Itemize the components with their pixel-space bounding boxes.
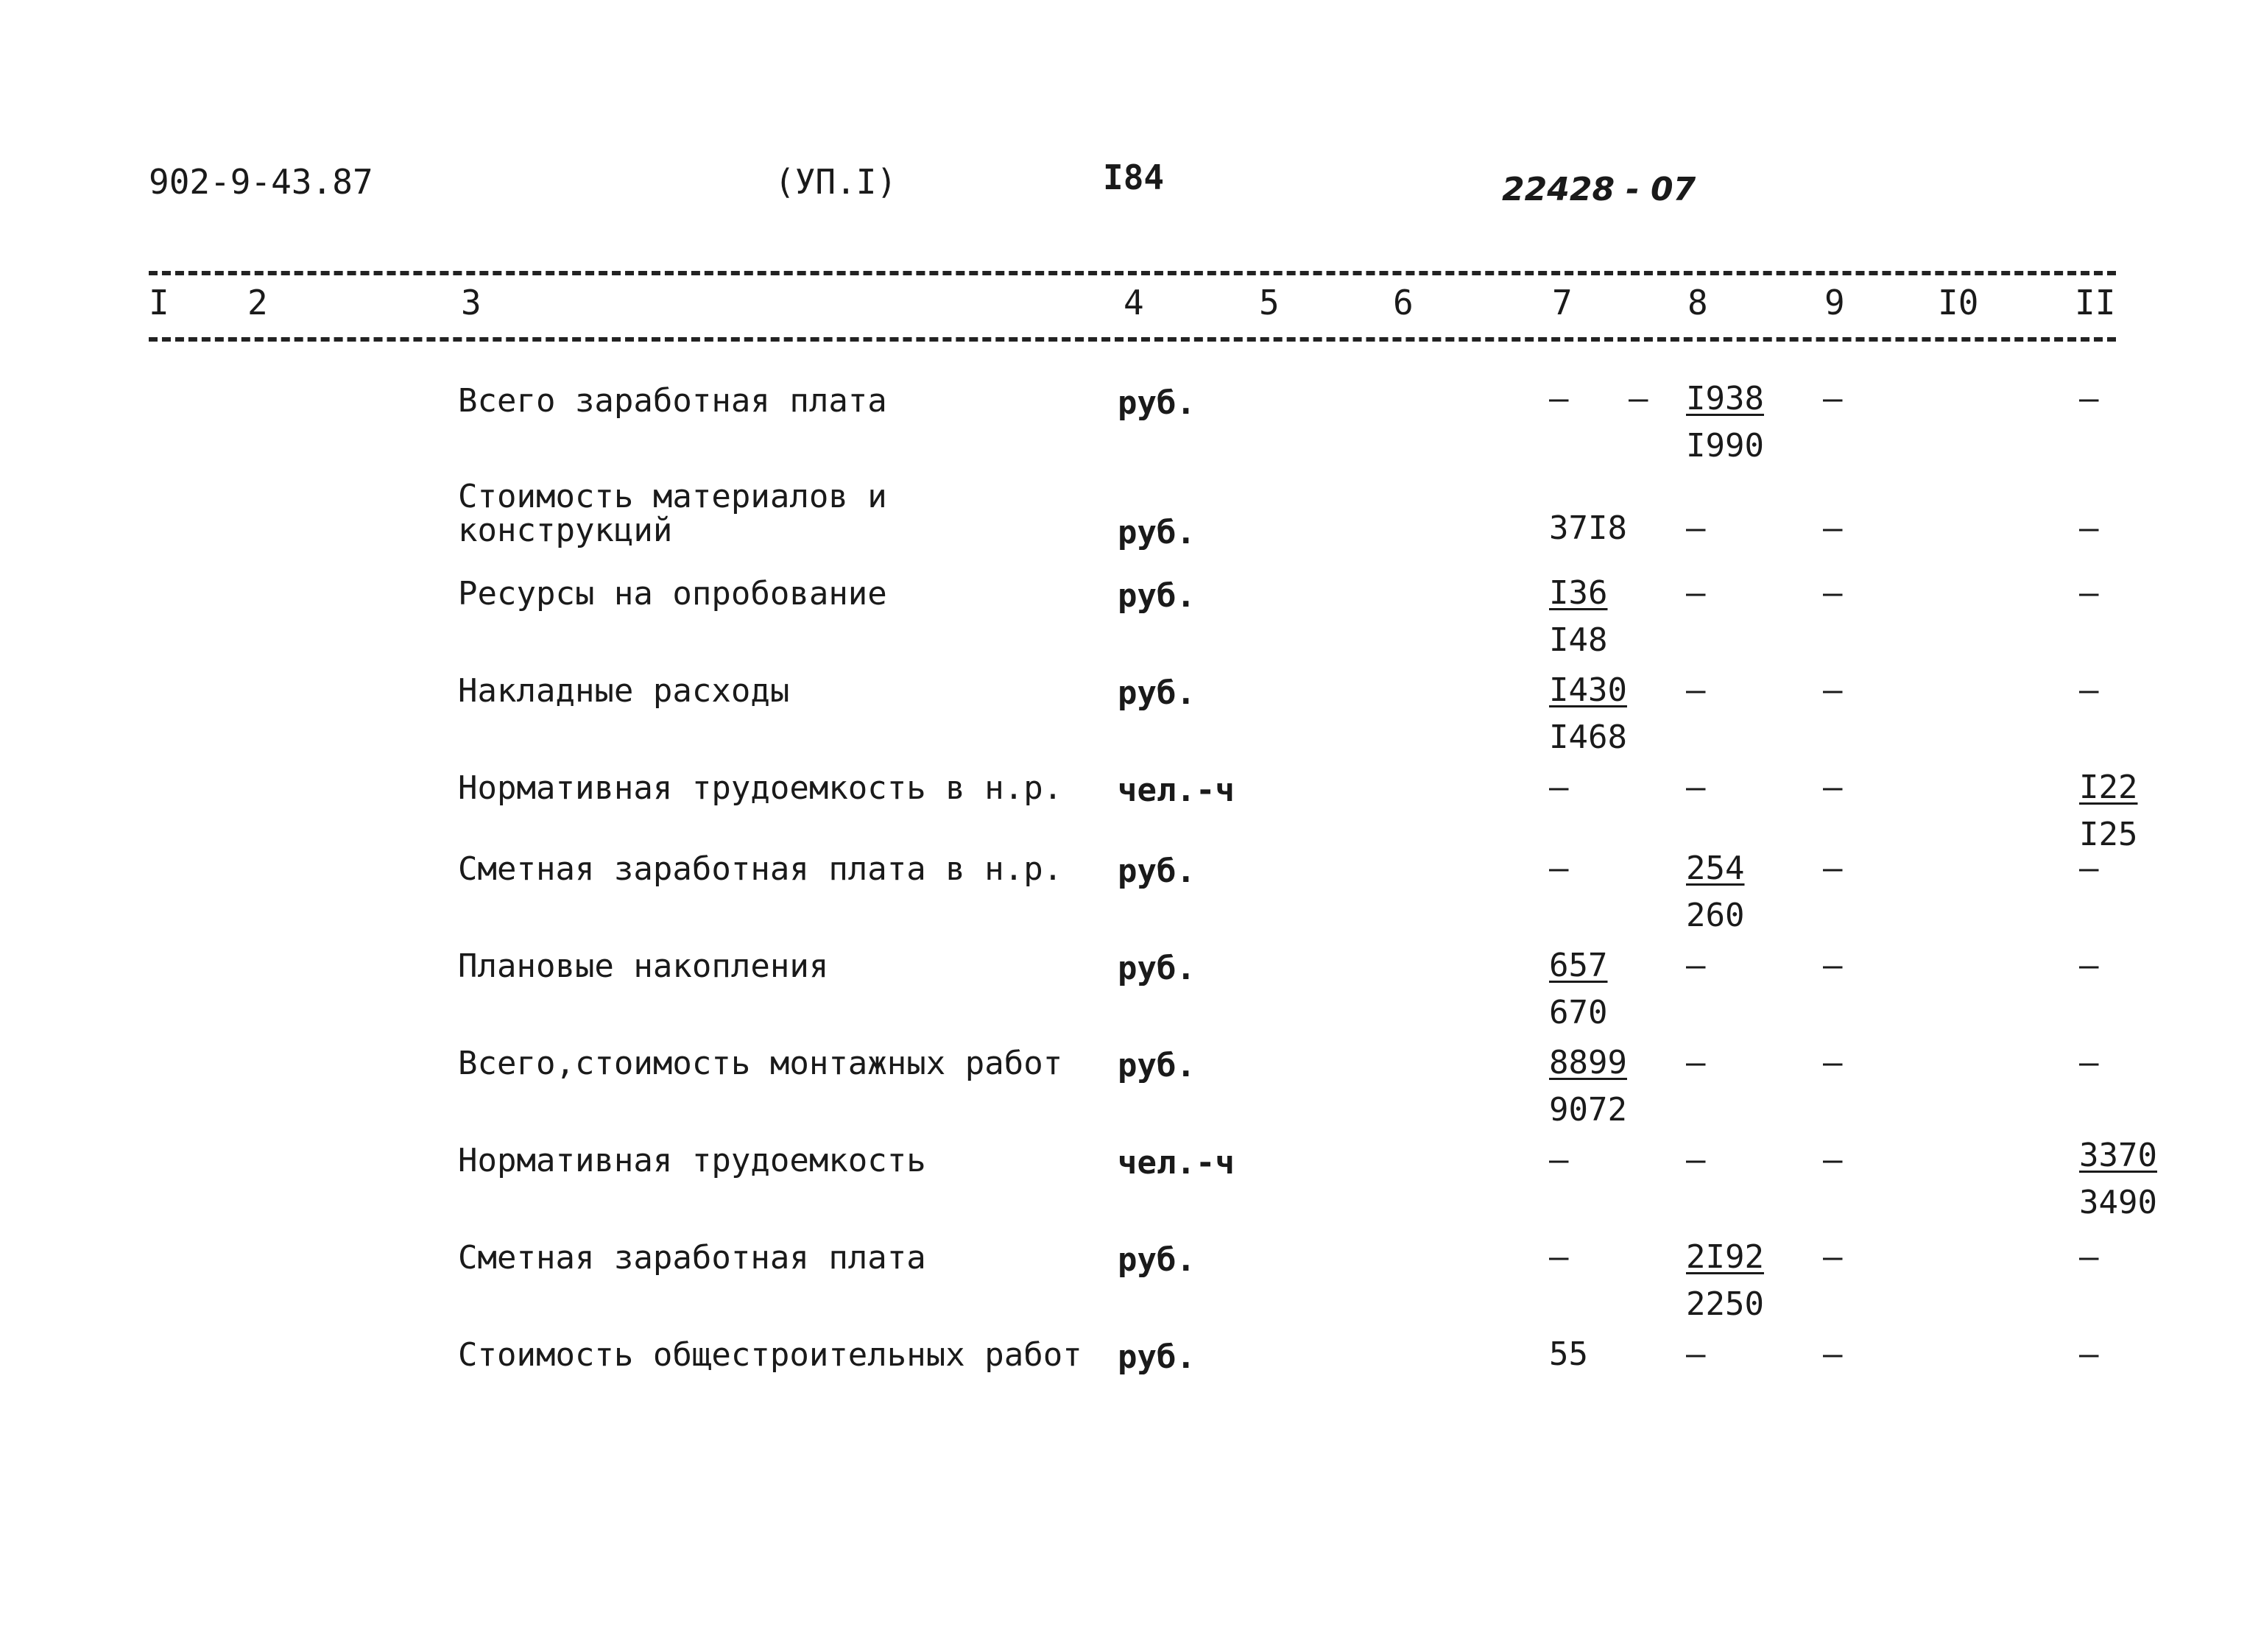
table-header-rule xyxy=(149,337,2116,342)
column-number: 7 xyxy=(1552,283,1573,322)
column-number: I xyxy=(149,283,169,322)
cell-col7: 657 670 xyxy=(1549,947,1608,1031)
cell-col11: 3370 3490 xyxy=(2079,1137,2157,1221)
table-row xyxy=(0,947,2261,1045)
cell-col11: I22 I25 xyxy=(2079,769,2138,853)
row-label: Ресурсы на опробование xyxy=(458,575,887,613)
cell-col8: 254 260 xyxy=(1686,850,1745,934)
row-label: Плановые накопления xyxy=(458,947,829,985)
cell-col8: – xyxy=(1686,1044,1706,1081)
table-row xyxy=(0,1137,2261,1240)
row-label: Нормативная трудоемкость xyxy=(458,1142,926,1179)
row-label: Всего заработная плата xyxy=(458,382,887,420)
row-unit: руб. xyxy=(1118,514,1196,551)
row-label: Всего,стоимость монтажных работ xyxy=(458,1045,1063,1082)
row-label: Стоимость общестроительных работ xyxy=(458,1336,1082,1374)
column-number: 2 xyxy=(247,283,268,322)
cell-col11: – xyxy=(2079,947,2099,984)
cell-col11: – xyxy=(2079,850,2099,887)
row-unit: руб. xyxy=(1118,674,1196,712)
column-number: 5 xyxy=(1259,283,1280,322)
table-row xyxy=(0,574,2261,673)
table-row xyxy=(0,1335,2261,1434)
row-unit: чел.-ч xyxy=(1118,772,1235,809)
cell-col9: – xyxy=(1823,509,1843,547)
cell-col11: – xyxy=(2079,1044,2099,1081)
cell-col11: – xyxy=(2079,1238,2099,1276)
cell-col8: – xyxy=(1686,1141,1706,1179)
cell-col8: – xyxy=(1686,947,1706,984)
cell-col7: 55 xyxy=(1549,1335,1588,1373)
column-number: 3 xyxy=(461,283,482,322)
column-number: 8 xyxy=(1687,283,1708,322)
cell-col9: – xyxy=(1823,671,1843,709)
table-row xyxy=(0,380,2261,479)
cell-col7: I36 I48 xyxy=(1549,574,1608,659)
column-number: 9 xyxy=(1824,283,1845,322)
row-label: Сметная заработная плата в н.р. xyxy=(458,850,1063,888)
cell-col9: – xyxy=(1823,769,1843,806)
cell-col8: – xyxy=(1686,671,1706,709)
cell-col11: – xyxy=(2079,671,2099,709)
row-label: Сметная заработная плата xyxy=(458,1239,926,1277)
cell-col7: – xyxy=(1549,850,1569,887)
row-label: Накладные расходы xyxy=(458,672,790,710)
row-unit: руб. xyxy=(1118,384,1196,422)
column-number: II xyxy=(2075,283,2116,322)
cell-col8: – xyxy=(1686,1335,1706,1373)
cell-col7: – xyxy=(1549,769,1569,806)
cell-col8: I938 I990 xyxy=(1686,380,1764,465)
table-row xyxy=(0,850,2261,948)
column-number: 6 xyxy=(1393,283,1414,322)
row-unit: руб. xyxy=(1118,1241,1196,1279)
cell-col9: – xyxy=(1823,1141,1843,1179)
table-row xyxy=(0,1044,2261,1143)
page-number: I84 xyxy=(1103,158,1165,197)
cell-col7: – xyxy=(1549,1238,1569,1276)
row-unit: чел.-ч xyxy=(1118,1144,1235,1182)
cell-col9: – xyxy=(1823,380,1843,417)
cell-col8: – xyxy=(1686,509,1706,547)
cell-col7: 37I8 xyxy=(1549,509,1627,547)
cell-col9: – xyxy=(1823,1238,1843,1276)
cell-col11: – xyxy=(2079,1335,2099,1373)
inventory-number: 22428 - 07 xyxy=(1502,171,1696,208)
cell-col11: – xyxy=(2079,380,2099,417)
column-number: 4 xyxy=(1124,283,1144,322)
row-unit: руб. xyxy=(1118,853,1196,890)
section-label: (УП.I) xyxy=(775,162,897,202)
cell-col7b: – xyxy=(1629,380,1648,417)
cell-col8: – xyxy=(1686,769,1706,806)
table-top-rule xyxy=(149,271,2116,275)
cell-col8: – xyxy=(1686,574,1706,612)
cell-col11: – xyxy=(2079,509,2099,547)
cell-col7: – xyxy=(1549,1141,1569,1179)
table-row xyxy=(0,1238,2261,1337)
table-row xyxy=(0,480,2261,576)
cell-col7: I430 I468 xyxy=(1549,671,1627,756)
table-row xyxy=(0,671,2261,770)
document-code: 902-9-43.87 xyxy=(149,162,373,202)
cell-col9: – xyxy=(1823,1335,1843,1373)
row-unit: руб. xyxy=(1118,950,1196,987)
cell-col8: 2I92 2250 xyxy=(1686,1238,1764,1323)
cell-col7: 8899 9072 xyxy=(1549,1044,1627,1129)
column-number: I0 xyxy=(1938,283,1979,322)
cell-col11: – xyxy=(2079,574,2099,612)
cell-col9: – xyxy=(1823,850,1843,887)
row-label: Стоимость материалов и конструкций xyxy=(458,478,887,549)
row-unit: руб. xyxy=(1118,577,1196,615)
row-label: Нормативная трудоемкость в н.р. xyxy=(458,769,1063,807)
row-unit: руб. xyxy=(1118,1338,1196,1376)
cell-col7: – xyxy=(1549,380,1569,417)
cell-col9: – xyxy=(1823,1044,1843,1081)
cell-col9: – xyxy=(1823,574,1843,612)
cell-col9: – xyxy=(1823,947,1843,984)
row-unit: руб. xyxy=(1118,1047,1196,1084)
